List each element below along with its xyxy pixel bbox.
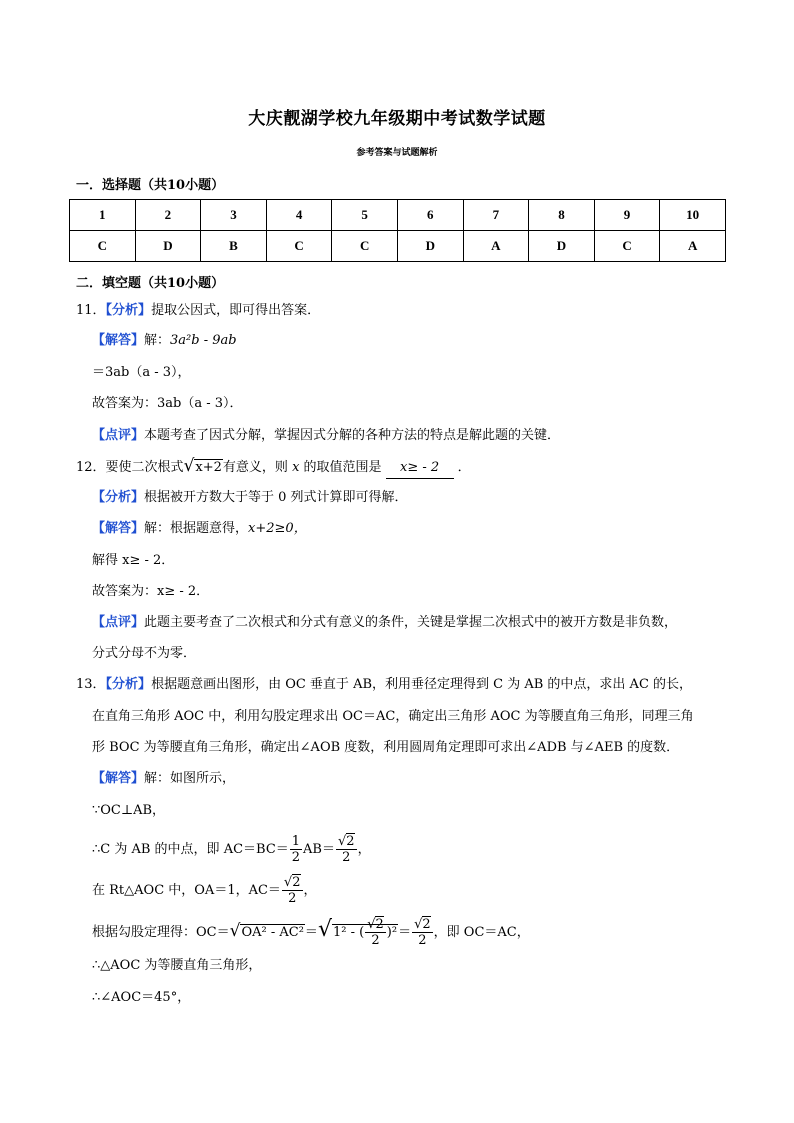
radicand: OA² - AC² — [241, 925, 304, 940]
step-text: ，即 OC＝AC， — [433, 925, 530, 940]
question-number: 2 — [135, 200, 201, 231]
stem-text: 有意义，则 — [222, 460, 288, 475]
stem-end: ． — [457, 460, 471, 475]
q13-solution — [92, 769, 235, 789]
numerator: √2 — [414, 917, 431, 932]
answer-cell: C — [70, 231, 136, 262]
punctuation: ， — [303, 883, 317, 898]
q11-answer: 故答案为：3ab（a - 3）． — [92, 396, 243, 411]
q11-step: ＝3ab（a - 3）， — [92, 365, 191, 380]
stem-text: 的取值范围是 — [303, 460, 382, 475]
radical-sign: √ — [183, 456, 195, 476]
section-heading-choice: 一．选择题（共10小题） — [76, 178, 225, 193]
q13-step: ∴∠AOC＝45°， — [92, 990, 191, 1005]
equals: ＝ — [304, 925, 318, 940]
numerator: √2 — [367, 917, 384, 932]
math-expression: x+2≥0， — [248, 521, 307, 536]
page-subtitle: 参考答案与试题解析 — [356, 148, 438, 158]
q12-comment-cont: 分式分母不为零． — [92, 646, 197, 661]
fraction-sqrt2-over-2 — [412, 917, 433, 948]
comment-text: 本题考查了因式分解，掌握因式分解的各种方法的特点是解此题的关键． — [144, 428, 561, 443]
question-number: 5 — [332, 200, 398, 231]
q11-comment — [92, 426, 560, 446]
fraction-half — [290, 834, 302, 865]
q12-analysis — [92, 488, 408, 508]
question-number: 3 — [201, 200, 267, 231]
q11-analysis — [76, 301, 320, 321]
answer-cell: C — [594, 231, 660, 262]
q13-step-midpoint — [92, 834, 371, 865]
question-number: 6 — [397, 200, 463, 231]
fraction-sqrt2-over-2 — [282, 875, 303, 906]
answer-cell: D — [135, 231, 201, 262]
question-number: 4 — [266, 200, 332, 231]
radical-sign: √ — [317, 917, 332, 942]
solution-prefix: 解：根据题意得， — [144, 521, 249, 536]
q12-comment — [92, 613, 677, 633]
radicand: 1² - ( $\frac{√2}{2}$ )² — [332, 917, 398, 948]
step-text: 根据勾股定理得：OC＝ — [92, 925, 230, 940]
solution-text: 解：如图所示， — [144, 771, 236, 786]
solution-tag: 【解答】 — [92, 771, 145, 786]
answer-cell: B — [201, 231, 267, 262]
fraction-sqrt2-over-2 — [365, 917, 386, 948]
answer-cell: C — [332, 231, 398, 262]
question-number: 10 — [660, 200, 726, 231]
analysis-text: 根据被开方数大于等于 0 列式计算即可得解． — [144, 490, 408, 505]
q12-solution — [92, 519, 307, 539]
step-text: AB＝ — [303, 842, 335, 857]
analysis-tag: 【分析】 — [105, 677, 152, 692]
analysis-text: 根据题意画出图形，由 OC 垂直于 AB，利用垂径定理得到 C 为 AB 的中点，求出 AC 的长， — [151, 677, 693, 692]
variable: x — [292, 460, 300, 475]
comment-tag: 【点评】 — [92, 615, 145, 630]
question-number: 9 — [594, 200, 660, 231]
numerator: 1 — [291, 834, 301, 849]
analysis-text: 提取公因式，即可得出答案． — [151, 303, 321, 318]
solution-tag: 【解答】 — [92, 333, 145, 348]
punctuation: ， — [357, 842, 371, 857]
q13-step-pythagoras — [92, 917, 530, 948]
q13-analysis-cont: 形 BOC 为等腰直角三角形，确定出∠AOB 度数，利用圆周角定理即可求出∠ADB 与∠AEB 的度数． — [92, 740, 680, 755]
step-text: ∴C 为 AB 的中点，即 AC＝BC＝ — [92, 842, 289, 857]
q12-answer: 故答案为：x≥ - 2． — [92, 584, 210, 599]
answer-table-answer-row — [70, 231, 726, 262]
analysis-tag: 【分析】 — [92, 490, 145, 505]
question-number: 11． — [76, 303, 106, 318]
denominator: 2 — [418, 933, 427, 948]
question-number: 1 — [70, 200, 136, 231]
sqrt-expression — [184, 456, 223, 478]
section-heading-fill: 二．填空题（共10小题） — [76, 276, 225, 291]
stem-text: 要使二次根式 — [105, 460, 184, 475]
q13-analysis-cont: 在直角三角形 AOC 中，利用勾股定理求出 OC＝AC，确定出三角形 AOC 为等腰直角三角形，同理三角 — [92, 709, 694, 724]
radical-sign: √ — [229, 921, 241, 941]
denominator: 2 — [291, 850, 301, 865]
numerator: √2 — [338, 834, 355, 849]
equals: ＝ — [398, 925, 412, 940]
q13-analysis — [76, 675, 692, 695]
sqrt-expression — [230, 921, 305, 943]
answer-cell: A — [463, 231, 529, 262]
answer-cell: C — [266, 231, 332, 262]
denominator: 2 — [371, 933, 380, 948]
question-number: 7 — [463, 200, 529, 231]
answer-table — [69, 199, 726, 262]
radicand: x+2 — [195, 460, 222, 475]
denominator: 2 — [342, 850, 351, 865]
question-number: 8 — [529, 200, 595, 231]
step-text: 在 Rt△AOC 中，OA＝1，AC＝ — [92, 883, 281, 898]
solution-tag: 【解答】 — [92, 521, 145, 536]
q12-stem — [76, 456, 471, 479]
fraction-sqrt2-over-2 — [336, 834, 357, 865]
q13-step: ∵OC⊥AB， — [92, 803, 166, 818]
question-number: 13． — [76, 677, 106, 692]
q12-step: 解得 x≥ - 2． — [92, 553, 175, 568]
denominator: 2 — [288, 891, 297, 906]
answer-cell: D — [529, 231, 595, 262]
analysis-tag: 【分析】 — [105, 303, 152, 318]
math-expression: 3a²b - 9ab — [170, 333, 237, 348]
solution-prefix: 解： — [144, 333, 171, 348]
answer-blank: x≥ - 2 — [386, 458, 454, 479]
q13-step: ∴△AOC 为等腰直角三角形， — [92, 958, 262, 973]
q11-solution — [92, 331, 237, 351]
numerator: √2 — [283, 875, 301, 890]
page-title: 大庆靓湖学校九年级期中考试数学试题 — [248, 109, 546, 129]
sqrt-expression-large — [318, 917, 398, 948]
q13-step-rt-triangle — [92, 875, 317, 906]
comment-text: 此题主要考查了二次根式和分式有意义的条件，关键是掌握二次根式中的被开方数是非负数， — [144, 615, 678, 630]
answer-table-number-row — [70, 200, 726, 231]
answer-cell: D — [397, 231, 463, 262]
answer-cell: A — [660, 231, 726, 262]
question-number: 12． — [76, 460, 106, 475]
comment-tag: 【点评】 — [92, 428, 145, 443]
